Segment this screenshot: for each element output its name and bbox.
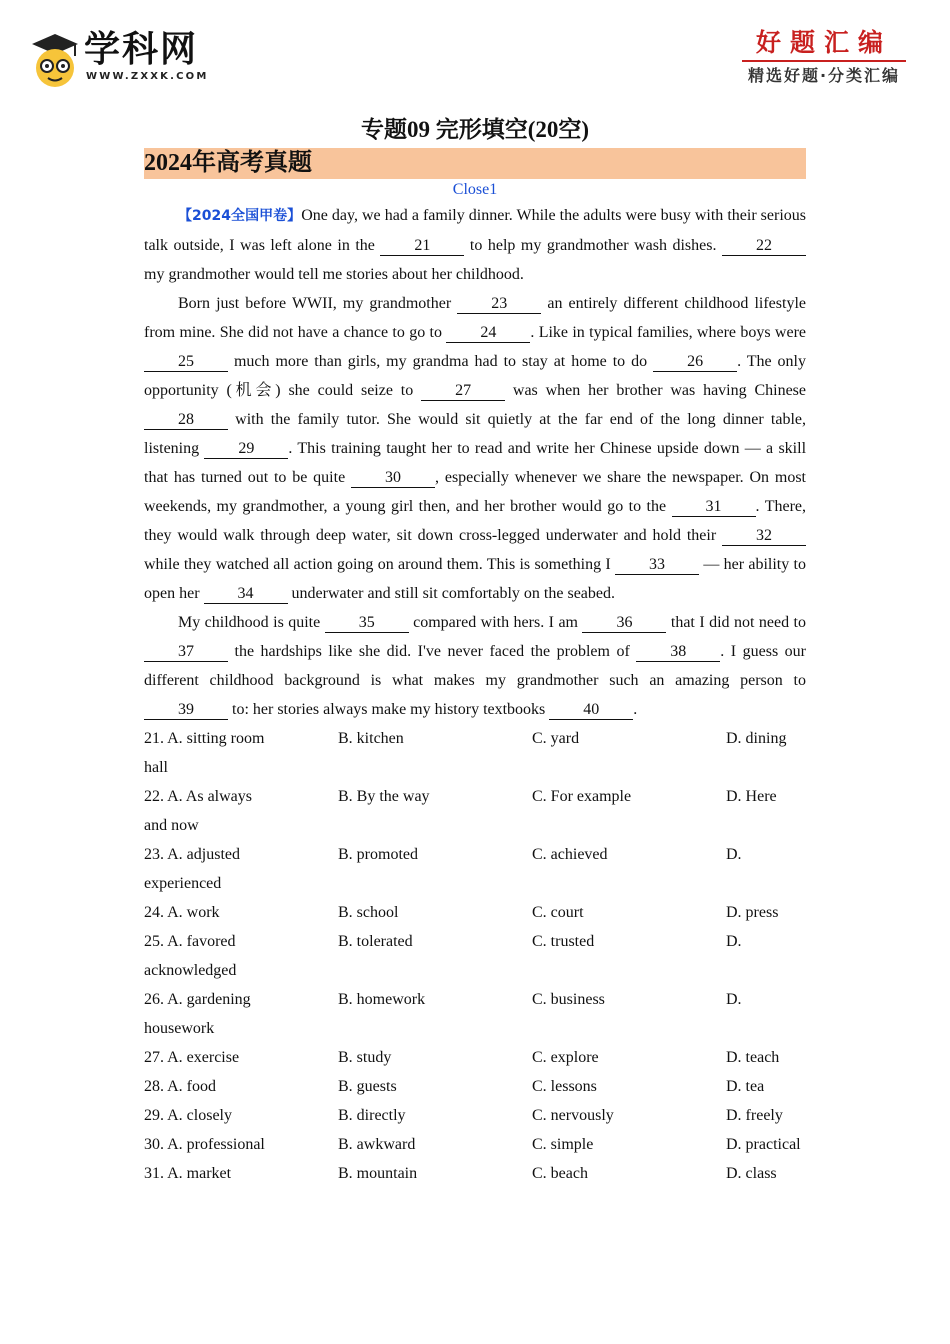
logo-text: 学科网 [84, 29, 199, 70]
blank-39[interactable]: 39 [144, 701, 228, 720]
passage-title: Close1 [452, 181, 498, 198]
option-d-continuation: and now [144, 817, 199, 834]
blank-28[interactable]: 28 [144, 411, 228, 430]
brand-badge [738, 28, 910, 92]
passage-text: with the family tutor. She would sit quietly at the far end of the long dinner table, listening [144, 411, 806, 457]
passage-text: to: her stories always make my history textbooks [228, 701, 550, 718]
passage-paragraph-2 [144, 289, 806, 608]
option-row-continuation [144, 753, 806, 782]
option-c[interactable]: C. business [532, 991, 605, 1008]
passage-text: underwater and still sit comfortably on the seabed. [287, 585, 615, 602]
blank-25[interactable]: 25 [144, 353, 228, 372]
option-c[interactable]: C. simple [532, 1136, 594, 1153]
option-d[interactable]: D. dining [726, 730, 787, 747]
option-d[interactable]: D. [726, 991, 742, 1008]
option-a[interactable]: 25. A. favored [144, 933, 236, 950]
blank-29[interactable]: 29 [204, 440, 288, 459]
passage-text: to help my grandmother wash dishes. [464, 237, 722, 254]
option-row-continuation [144, 811, 806, 840]
option-d-continuation: housework [144, 1020, 215, 1037]
option-row [144, 782, 806, 811]
option-b[interactable]: B. school [338, 904, 399, 921]
passage-text: . The only opportunity (机会) she could seize to [144, 353, 807, 399]
option-d[interactable]: D. freely [726, 1107, 783, 1124]
option-a[interactable]: 23. A. adjusted [144, 846, 240, 863]
blank-21[interactable]: 21 [380, 237, 464, 256]
option-d[interactable]: D. press [726, 904, 779, 921]
blank-38[interactable]: 38 [636, 643, 720, 662]
option-d[interactable]: D. teach [726, 1049, 780, 1066]
passage-text: compared with hers. I am [408, 614, 583, 631]
logo-url: WWW.ZXXK.COM [86, 71, 209, 82]
option-b[interactable]: B. directly [338, 1107, 406, 1124]
option-a[interactable]: 29. A. closely [144, 1107, 232, 1124]
option-d-continuation: hall [144, 759, 168, 776]
option-b[interactable]: B. promoted [338, 846, 418, 863]
option-a[interactable]: 31. A. market [144, 1165, 232, 1182]
blank-22[interactable]: 22 [722, 237, 806, 256]
option-b[interactable]: B. kitchen [338, 730, 404, 747]
option-b[interactable]: B. By the way [338, 788, 430, 805]
brand-rule [742, 60, 906, 62]
option-b[interactable]: B. mountain [338, 1165, 418, 1182]
site-logo [30, 28, 220, 90]
option-b[interactable]: B. study [338, 1049, 392, 1066]
option-row-continuation [144, 1014, 806, 1043]
passage-text: the hardships like she did. I've never faced the problem of [228, 643, 637, 660]
passage-text: One day, we had a family dinner. While the adults were busy with their serious talk outside, I was left alone in the [144, 207, 807, 254]
option-d[interactable]: D. [726, 846, 742, 863]
blank-26[interactable]: 26 [653, 353, 737, 372]
blank-40[interactable]: 40 [549, 701, 633, 720]
mascot-icon [30, 32, 80, 88]
passage-text: that I did not need to [666, 614, 806, 631]
passage-text: . [633, 701, 638, 718]
option-b[interactable]: B. tolerated [338, 933, 413, 950]
option-row [144, 1159, 806, 1188]
brand-title: 好题汇编 [755, 28, 892, 57]
option-a[interactable]: 30. A. professional [144, 1136, 265, 1153]
passage-paragraph-1 [144, 201, 806, 289]
option-c[interactable]: C. yard [532, 730, 580, 747]
option-d-continuation: acknowledged [144, 962, 237, 979]
blank-24[interactable]: 24 [446, 324, 530, 343]
option-row [144, 898, 806, 927]
passage-text: . I guess our different childhood background is what makes my grandmother such an amazing person to [144, 643, 807, 689]
blank-33[interactable]: 33 [615, 556, 699, 575]
option-a[interactable]: 21. A. sitting room [144, 730, 265, 747]
exam-tag: 【2024全国甲卷】 [178, 208, 302, 224]
blank-23[interactable]: 23 [457, 295, 541, 314]
option-a[interactable]: 26. A. gardening [144, 991, 251, 1008]
option-d[interactable]: D. [726, 933, 742, 950]
passage-paragraph-3 [144, 608, 806, 724]
passage-text: — her ability to open her [144, 556, 806, 602]
option-row [144, 927, 806, 956]
option-a[interactable]: 28. A. food [144, 1078, 216, 1095]
option-row [144, 1101, 806, 1130]
option-c[interactable]: C. For example [532, 788, 632, 805]
passage-text: My childhood is quite [178, 614, 325, 631]
blank-30[interactable]: 30 [351, 469, 435, 488]
passage-text: my grandmother would tell me stories about her childhood. [144, 266, 524, 283]
passage-text: while they watched all action going on around them. This is something I [144, 556, 616, 573]
option-c[interactable]: C. lessons [532, 1078, 597, 1095]
option-d[interactable]: D. tea [726, 1078, 765, 1095]
option-row [144, 724, 806, 753]
option-b[interactable]: B. homework [338, 991, 426, 1008]
option-c[interactable]: C. achieved [532, 846, 608, 863]
option-row [144, 1043, 806, 1072]
blank-37[interactable]: 37 [144, 643, 228, 662]
passage-text: much more than girls, my grandma had to stay at home to do [228, 353, 654, 370]
passage-text: Born just before WWII, my grandmother [178, 295, 458, 312]
passage-text: . There, they would walk through deep water, sit down cross-legged underwater and hold their [144, 498, 807, 544]
option-d[interactable]: D. class [726, 1165, 777, 1182]
options-list [144, 724, 806, 1188]
passage-text: , especially whenever we share the newspaper. On most weekends, my grandmother, a young girl then, and her brother would go to the [144, 469, 806, 515]
option-c[interactable]: C. explore [532, 1049, 599, 1066]
passage-text: was when her brother was having Chinese [505, 382, 806, 399]
blank-34[interactable]: 34 [204, 585, 288, 604]
option-row [144, 1072, 806, 1101]
option-a[interactable]: 22. A. As always [144, 788, 252, 805]
option-row-continuation [144, 956, 806, 985]
option-c[interactable]: C. trusted [532, 933, 595, 950]
passage-text: an entirely different childhood lifestyle from mine. She did not have a chance to go to [144, 295, 806, 341]
option-row [144, 985, 806, 1014]
option-c[interactable]: C. beach [532, 1165, 588, 1182]
option-c[interactable]: C. court [532, 904, 584, 921]
option-d-continuation: experienced [144, 875, 222, 892]
option-row [144, 840, 806, 869]
option-b[interactable]: B. guests [338, 1078, 397, 1095]
option-d[interactable]: D. Here [726, 788, 777, 805]
option-row [144, 1130, 806, 1159]
passage-text: . Like in typical families, where boys were [530, 324, 806, 341]
brand-subtitle: 精选好题·分类汇编 [747, 66, 901, 85]
option-a[interactable]: 27. A. exercise [144, 1049, 240, 1066]
document-body [144, 112, 806, 1188]
option-b[interactable]: B. awkward [338, 1136, 416, 1153]
option-a[interactable]: 24. A. work [144, 904, 220, 921]
document-title: 专题09 完形填空(20空) [360, 117, 590, 142]
option-d[interactable]: D. practical [726, 1136, 801, 1153]
blank-27[interactable]: 27 [421, 382, 505, 401]
blank-36[interactable]: 36 [582, 614, 666, 633]
option-row-continuation [144, 869, 806, 898]
blank-31[interactable]: 31 [672, 498, 756, 517]
blank-32[interactable]: 32 [722, 527, 806, 546]
passage-text: . This training taught her to read and write her Chinese upside down — a skill that has turned out to be quite [144, 440, 807, 486]
blank-35[interactable]: 35 [325, 614, 409, 633]
option-c[interactable]: C. nervously [532, 1107, 614, 1124]
section-heading: 2024年高考真题 [144, 148, 806, 179]
